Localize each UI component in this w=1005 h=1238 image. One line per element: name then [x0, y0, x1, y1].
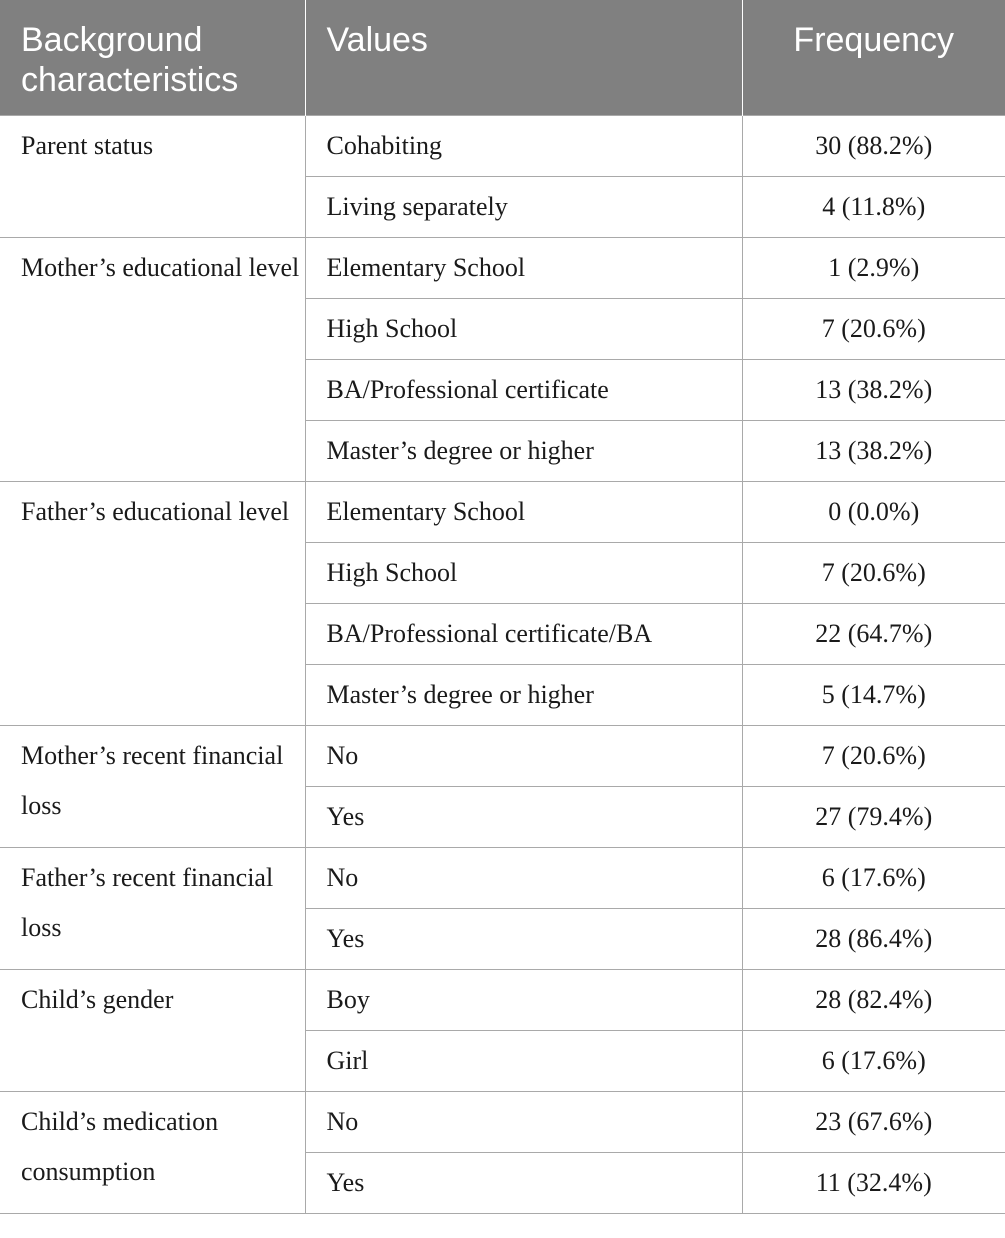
table-row [0, 481, 1005, 542]
table-row [0, 1091, 1005, 1152]
group-label: Child’s medication consumption [0, 1091, 305, 1213]
frequency-cell: 22 (64.7%) [742, 603, 1005, 664]
group-label: Father’s recent financial loss [0, 847, 305, 969]
frequency-cell: 13 (38.2%) [742, 359, 1005, 420]
value-cell: BA/Professional certificate [305, 359, 742, 420]
frequency-cell: 30 (88.2%) [742, 115, 1005, 176]
header-characteristics: Background characteristics [0, 0, 305, 115]
value-cell: Living separately [305, 176, 742, 237]
value-cell: Master’s degree or higher [305, 664, 742, 725]
frequency-cell: 13 (38.2%) [742, 420, 1005, 481]
value-cell: Elementary School [305, 237, 742, 298]
group-label: Mother’s recent financial loss [0, 725, 305, 847]
frequency-cell: 11 (32.4%) [742, 1152, 1005, 1213]
group-label: Child’s gender [0, 969, 305, 1091]
frequency-cell: 6 (17.6%) [742, 1030, 1005, 1091]
value-cell: Elementary School [305, 481, 742, 542]
table-row [0, 969, 1005, 1030]
value-cell: BA/Professional certificate/BA [305, 603, 742, 664]
value-cell: Yes [305, 908, 742, 969]
value-cell: Girl [305, 1030, 742, 1091]
frequency-cell: 7 (20.6%) [742, 725, 1005, 786]
value-cell: Yes [305, 786, 742, 847]
table-header [0, 0, 1005, 115]
group-label: Father’s educational level [0, 481, 305, 725]
value-cell: Yes [305, 1152, 742, 1213]
value-cell: No [305, 1091, 742, 1152]
frequency-cell: 4 (11.8%) [742, 176, 1005, 237]
frequency-cell: 5 (14.7%) [742, 664, 1005, 725]
value-cell: High School [305, 542, 742, 603]
table-row [0, 847, 1005, 908]
frequency-cell: 1 (2.9%) [742, 237, 1005, 298]
table-row [0, 725, 1005, 786]
table-row [0, 115, 1005, 176]
frequency-cell: 23 (67.6%) [742, 1091, 1005, 1152]
value-cell: High School [305, 298, 742, 359]
frequency-cell: 6 (17.6%) [742, 847, 1005, 908]
frequency-cell: 0 (0.0%) [742, 481, 1005, 542]
frequency-cell: 7 (20.6%) [742, 542, 1005, 603]
table-body [0, 115, 1005, 1213]
header-row [0, 0, 1005, 115]
value-cell: Boy [305, 969, 742, 1030]
frequency-cell: 28 (86.4%) [742, 908, 1005, 969]
value-cell: Master’s degree or higher [305, 420, 742, 481]
value-cell: No [305, 847, 742, 908]
value-cell: No [305, 725, 742, 786]
value-cell: Cohabiting [305, 115, 742, 176]
frequency-cell: 7 (20.6%) [742, 298, 1005, 359]
header-values: Values [305, 0, 742, 115]
group-label: Parent status [0, 115, 305, 237]
group-label: Mother’s educational level [0, 237, 305, 481]
table-row [0, 237, 1005, 298]
frequency-cell: 28 (82.4%) [742, 969, 1005, 1030]
frequency-cell: 27 (79.4%) [742, 786, 1005, 847]
header-frequency: Frequency [742, 0, 1005, 115]
